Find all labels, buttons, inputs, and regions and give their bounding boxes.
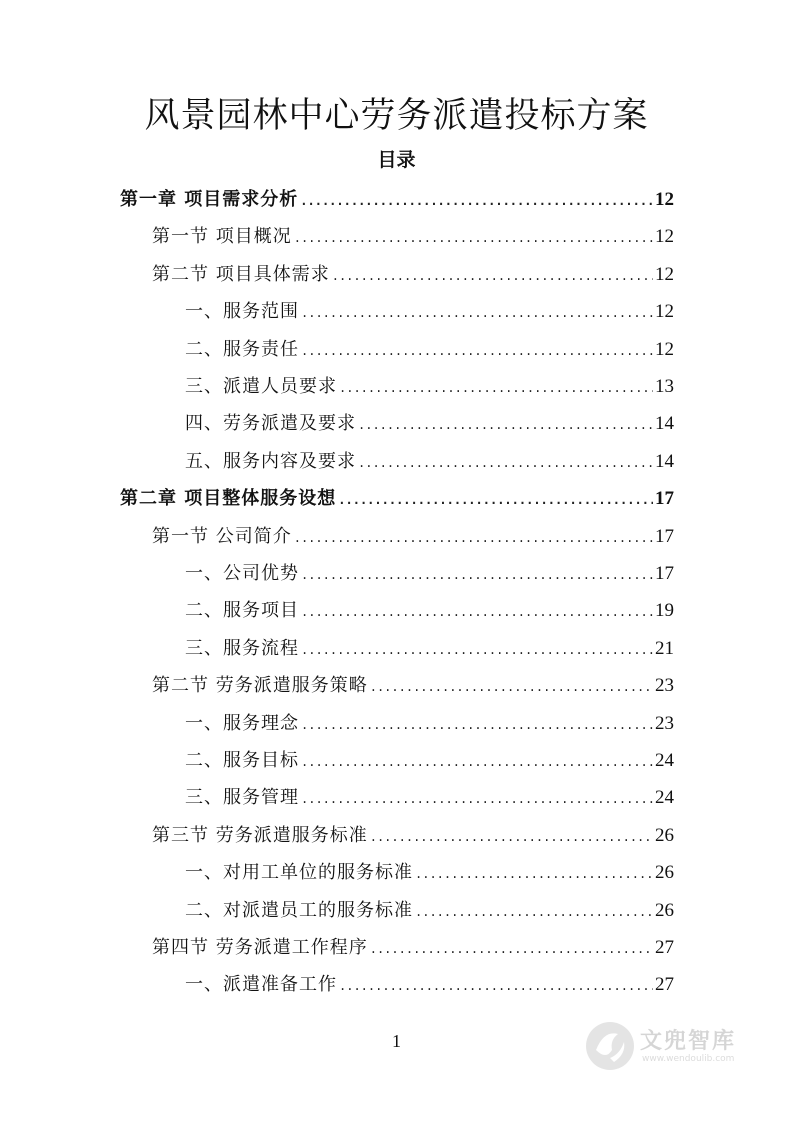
toc-entry-label: 二、服务项目 bbox=[185, 600, 299, 622]
toc-entry[interactable] bbox=[185, 858, 674, 888]
toc-entry[interactable] bbox=[152, 671, 674, 701]
toc-dot-leader bbox=[301, 306, 653, 320]
toc-entry-page: 12 bbox=[655, 338, 674, 360]
watermark-url: www.wendoulib.com bbox=[642, 1054, 735, 1064]
toc-entry-page: 19 bbox=[655, 600, 674, 622]
toc-dot-leader bbox=[294, 531, 653, 545]
toc-dot-leader bbox=[339, 979, 653, 993]
toc-entry-label: 二、对派遣员工的服务标准 bbox=[185, 899, 413, 921]
toc-entry-label: 三、派遣人员要求 bbox=[185, 376, 337, 397]
toc-dot-leader bbox=[301, 344, 653, 358]
toc-entry[interactable] bbox=[185, 634, 674, 664]
toc-entry[interactable] bbox=[185, 596, 674, 626]
toc-entry[interactable] bbox=[185, 372, 674, 402]
toc-entry[interactable] bbox=[185, 746, 674, 776]
toc-entry[interactable] bbox=[152, 821, 674, 851]
toc-entry-page: 26 bbox=[655, 862, 674, 884]
toc-dot-leader bbox=[415, 867, 653, 881]
toc-entry[interactable] bbox=[185, 297, 674, 327]
toc-dot-leader bbox=[301, 605, 653, 619]
toc-entry-page: 17 bbox=[655, 563, 674, 584]
toc-dot-leader bbox=[294, 231, 653, 245]
toc-entry[interactable] bbox=[152, 260, 674, 290]
toc-entry-page: 17 bbox=[655, 525, 674, 547]
toc-entry-label: 一、公司优势 bbox=[185, 563, 299, 584]
toc-entry-label: 三、服务流程 bbox=[185, 637, 299, 659]
toc-entry-label: 一、服务理念 bbox=[185, 712, 299, 734]
toc-entry-label: 第三节 劳务派遣服务标准 bbox=[152, 824, 368, 846]
toc-entry[interactable] bbox=[185, 447, 674, 477]
toc-dot-leader bbox=[332, 269, 653, 283]
toc-dot-leader bbox=[358, 456, 653, 470]
toc-entry-label: 五、服务内容及要求 bbox=[185, 450, 356, 472]
toc-dot-leader bbox=[358, 418, 653, 432]
toc-entry[interactable] bbox=[185, 709, 674, 739]
toc-entry-page: 24 bbox=[655, 750, 674, 771]
toc-dot-leader bbox=[301, 568, 653, 582]
toc-entry[interactable] bbox=[185, 335, 674, 365]
toc-dot-leader bbox=[301, 755, 653, 769]
toc-entry-label: 三、服务管理 bbox=[185, 787, 299, 809]
toc-dot-leader bbox=[301, 643, 653, 657]
toc-entry[interactable] bbox=[152, 222, 674, 252]
toc-dot-leader bbox=[415, 905, 653, 919]
toc-entry-label: 二、服务责任 bbox=[185, 338, 299, 360]
toc-entry[interactable] bbox=[185, 409, 674, 439]
toc-entry-label: 第一节 项目概况 bbox=[152, 226, 292, 248]
toc-entry-page: 13 bbox=[655, 376, 674, 397]
toc-entry-label: 一、服务范围 bbox=[185, 301, 299, 323]
toc-entry-page: 12 bbox=[655, 301, 674, 323]
toc-entry-page: 27 bbox=[655, 937, 674, 958]
toc-entry[interactable] bbox=[185, 559, 674, 589]
toc-entry-page: 23 bbox=[655, 675, 674, 697]
toc-entry[interactable] bbox=[185, 896, 674, 926]
toc-entry-page: 26 bbox=[655, 899, 674, 921]
document-title: 风景园林中心劳务派遣投标方案 bbox=[144, 96, 649, 136]
toc-entry[interactable] bbox=[120, 484, 674, 514]
toc-dot-leader bbox=[339, 381, 653, 395]
toc-entry-page: 21 bbox=[655, 637, 674, 659]
toc-dot-leader bbox=[338, 493, 653, 507]
toc-entry-page: 24 bbox=[655, 787, 674, 809]
toc-dot-leader bbox=[301, 718, 653, 732]
toc-entry-page: 23 bbox=[655, 712, 674, 734]
toc-dot-leader bbox=[370, 680, 653, 694]
toc-entry-label: 四、劳务派遣及要求 bbox=[185, 413, 356, 435]
toc-entry-page: 12 bbox=[655, 226, 674, 248]
toc-entry[interactable] bbox=[120, 185, 674, 215]
watermark bbox=[584, 1018, 764, 1078]
toc-dot-leader bbox=[370, 942, 653, 956]
toc-entry-label: 一、对用工单位的服务标准 bbox=[185, 862, 413, 884]
toc-entry-page: 12 bbox=[655, 263, 674, 285]
toc-entry-page: 26 bbox=[655, 824, 674, 846]
toc-entry-label: 第二节 劳务派遣服务策略 bbox=[152, 675, 368, 697]
toc-entry-page: 14 bbox=[655, 413, 674, 435]
toc-heading: 目录 bbox=[377, 149, 416, 171]
toc-entry[interactable] bbox=[185, 783, 674, 813]
toc-entry-label: 一、派遣准备工作 bbox=[185, 974, 337, 996]
toc-entry-page: 27 bbox=[655, 974, 674, 996]
toc-entry-page: 14 bbox=[655, 450, 674, 472]
toc-entry-page: 12 bbox=[655, 189, 674, 210]
page-number: 1 bbox=[392, 1031, 401, 1051]
watermark-brand: 文兜智库 bbox=[640, 1029, 737, 1054]
toc-entry-page: 17 bbox=[655, 488, 674, 510]
toc-entry[interactable] bbox=[152, 522, 674, 552]
toc-entry-label: 二、服务目标 bbox=[185, 750, 299, 771]
wendou-logo-icon bbox=[584, 1020, 636, 1072]
toc-entry-label: 第二章 项目整体服务设想 bbox=[120, 488, 337, 510]
toc-entry[interactable] bbox=[152, 933, 674, 963]
toc-entry-label: 第一节 公司简介 bbox=[152, 525, 292, 547]
toc-dot-leader bbox=[301, 792, 653, 806]
toc-entry-label: 第一章 项目需求分析 bbox=[120, 189, 299, 210]
toc-entry[interactable] bbox=[185, 970, 674, 1000]
toc-dot-leader bbox=[300, 194, 653, 208]
toc-entry-label: 第四节 劳务派遣工作程序 bbox=[152, 937, 368, 958]
toc-dot-leader bbox=[370, 830, 653, 844]
toc-entry-label: 第二节 项目具体需求 bbox=[152, 263, 330, 285]
